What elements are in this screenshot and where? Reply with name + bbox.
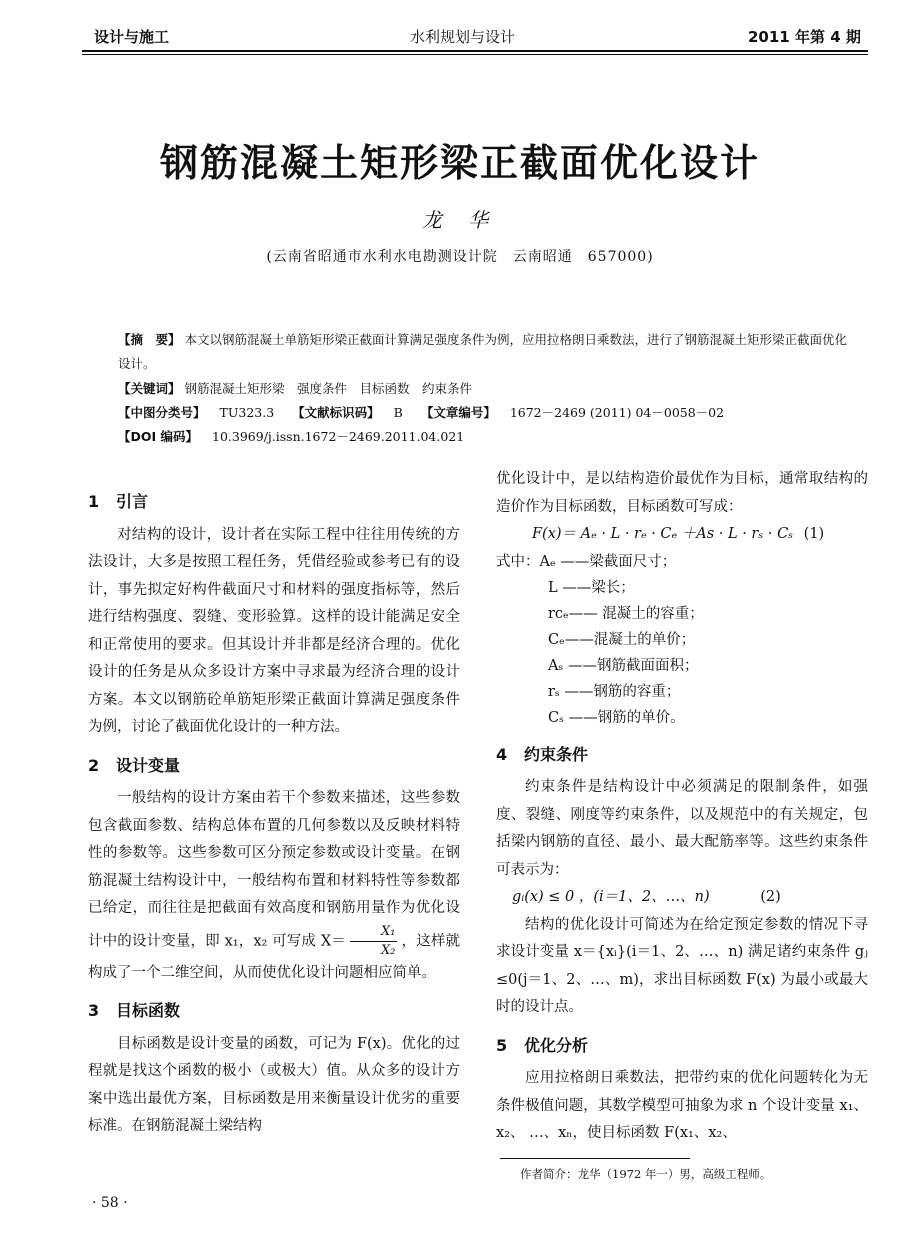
keywords-text: 钢筋混凝土矩形梁 强度条件 目标函数 约束条件	[184, 381, 473, 396]
definition-item: Cₑ——混凝土的单价；	[548, 631, 696, 648]
equation-1-body: F(x)＝ Aₑ · L · rₑ · Cₑ ＋As · L · rₛ · Cₛ	[532, 526, 794, 542]
definition-item: Cₛ ——钢筋的单价。	[548, 709, 685, 726]
section-1-number: 1	[88, 492, 100, 511]
art-value: 1672－2469 (2011) 04－0058－02	[509, 405, 725, 420]
definition-item: rₛ ——钢筋的容重；	[548, 683, 681, 700]
section-2-paragraph	[88, 785, 460, 987]
section-3-title: 目标函数	[116, 1001, 181, 1020]
doi	[118, 425, 858, 449]
continued-paragraph: 优化设计中，是以结构造价最优作为目标，通常取结构的造价作为目标函数，目标函数可写成：	[496, 471, 868, 515]
clc-label: 【中图分类号】	[118, 405, 206, 420]
section-5-paragraph: 应用拉格朗日乘数法，把带约束的优化问题转化为无条件极值问题，其数学模型可抽象为求 n 个设计变量 x₁、x₂、 …、xₙ，使目标函数 F(x₁、x₂、	[496, 1070, 868, 1141]
section-1-title: 引言	[116, 492, 149, 511]
section-3-heading	[88, 997, 460, 1025]
header-issue: 2011 年第 4 期	[748, 28, 861, 46]
vector-fraction	[350, 923, 397, 960]
section-3-paragraph: 目标函数是设计变量的函数，可记为 F(x)。优化的过程就是找这个函数的极小（或极大）值。从众多的设计方案中选出最优方案，目标函数是用来衡量设计优劣的重要标准。在钢筋混凝土梁结构	[88, 1035, 460, 1134]
author: 龙 华	[421, 208, 499, 232]
page-number: · 58 ·	[92, 1195, 128, 1211]
section-2-number: 2	[88, 755, 100, 775]
keywords-label: 【关键词】	[118, 381, 181, 396]
section-4-number: 4	[496, 744, 508, 764]
definition-item: Aₛ ——钢筋截面面积；	[548, 657, 699, 674]
section-5-title: 优化分析	[524, 1035, 589, 1055]
equation-2-body: gᵢ(x) ≤ 0 ，(i＝1、2、…、n)	[512, 889, 710, 905]
header-section: 设计与施工	[94, 28, 170, 46]
definition-item: 式中：Aₑ ——梁截面尺寸；	[496, 553, 677, 570]
section-3-number: 3	[88, 1001, 100, 1020]
fraction-top: X₁	[350, 923, 397, 942]
section-4-paragraph-2: 结构的优化设计可简述为在给定预定参数的情况下寻求设计变量 x＝{xᵢ}(i＝1、2、…、n) 满足诸约束条件 gⱼ ≤0(j＝1、2、…、m)，求出目标函数 F(x) 为最小或最大时的设计点。	[496, 916, 868, 1015]
header-rule	[82, 50, 868, 52]
definition-item: rcₑ—— 混凝土的容重；	[548, 605, 704, 622]
definition-item: L ——梁长；	[548, 579, 635, 596]
section-2-title: 设计变量	[116, 755, 181, 775]
right-column	[496, 466, 868, 1148]
equation-1	[496, 521, 868, 549]
equation-2	[496, 884, 868, 912]
clc-value: TU323.3	[219, 405, 275, 420]
section-1-heading	[88, 488, 460, 516]
equation-2-number: (2)	[760, 889, 781, 905]
section-2-heading	[88, 752, 460, 780]
affiliation: (云南省昭通市水利水电勘测设计院 云南昭通 657000)	[266, 249, 654, 265]
art-label: 【文章编号】	[420, 405, 496, 420]
header-rule-thin	[82, 54, 868, 55]
doi-value: 10.3969/j.issn.1672－2469.2011.04.021	[212, 429, 465, 444]
abstract	[118, 328, 858, 376]
section-4-title: 约束条件	[524, 744, 589, 764]
doc-value: B	[393, 405, 403, 420]
header-journal: 水利规划与设计	[410, 28, 516, 46]
section-1-paragraph: 对结构的设计，设计者在实际工程中往往用传统的方法设计，大多是按照工程任务，凭借经验或参考已有的设计，事先拟定好构件截面尺寸和材料的强度指标等，然后进行结构强度、裂缝、变形验算。这样的设计能满足安全和正常使用的要求。但其设计并非都是经济合理的。优化设计的任务是从众多设计方案中寻求最为经济合理的设计方案。本文以钢筋砼单筋矩形梁正截面计算满足强度条件为例，讨论了截面优化设计的一种方法。	[88, 526, 460, 735]
paper-title: 钢筋混凝土矩形梁正截面优化设计	[159, 140, 760, 185]
footnote-rule	[500, 1158, 690, 1159]
section-4-paragraph: 约束条件是结构设计中必须满足的限制条件，如强度、裂缝、刚度等约束条件，以及规范中的有关规定，包括梁内钢筋的直径、最小、最大配筋率等。这些约束条件可表示为：	[496, 779, 868, 878]
doi-label: 【DOI 编码】	[118, 429, 199, 444]
equation-1-number: (1)	[803, 526, 825, 542]
symbol-definitions	[496, 549, 868, 731]
section-4-heading	[496, 741, 868, 769]
left-column	[88, 478, 460, 1141]
section-5-heading	[496, 1032, 868, 1060]
keywords	[118, 377, 858, 401]
section-5-number: 5	[496, 1035, 508, 1055]
abstract-text: 本文以钢筋混凝土单筋矩形梁正截面计算满足强度条件为例，应用拉格朗日乘数法，进行了钢筋混凝土矩形梁正截面优化设计。	[118, 332, 848, 371]
footnote: 作者简介：龙华（1972 年一）男，高级工程师。	[520, 1167, 772, 1181]
abstract-label: 【摘 要】	[118, 332, 181, 347]
doc-label: 【文献标识码】	[292, 405, 380, 420]
section-2-text-tail: ，这样就构成了一个二维空间，从而使优化设计问题相应简单。	[88, 933, 460, 981]
section-2-text: 一般结构的设计方案由若干个参数来描述，这些参数包含截面参数、结构总体布置的几何参数以及反映材料特性的参数等。这些参数可区分预定参数或设计变量。在钢筋混凝土结构设计中，一般结构布置和材料特性等参数都已给定，而往往是把截面有效高度和钢筋用量作为优化设计中的设计变量，即 x₁，x₂ 可写成 X＝	[88, 790, 460, 949]
classification	[118, 401, 858, 425]
fraction-bottom: X₂	[380, 942, 396, 958]
